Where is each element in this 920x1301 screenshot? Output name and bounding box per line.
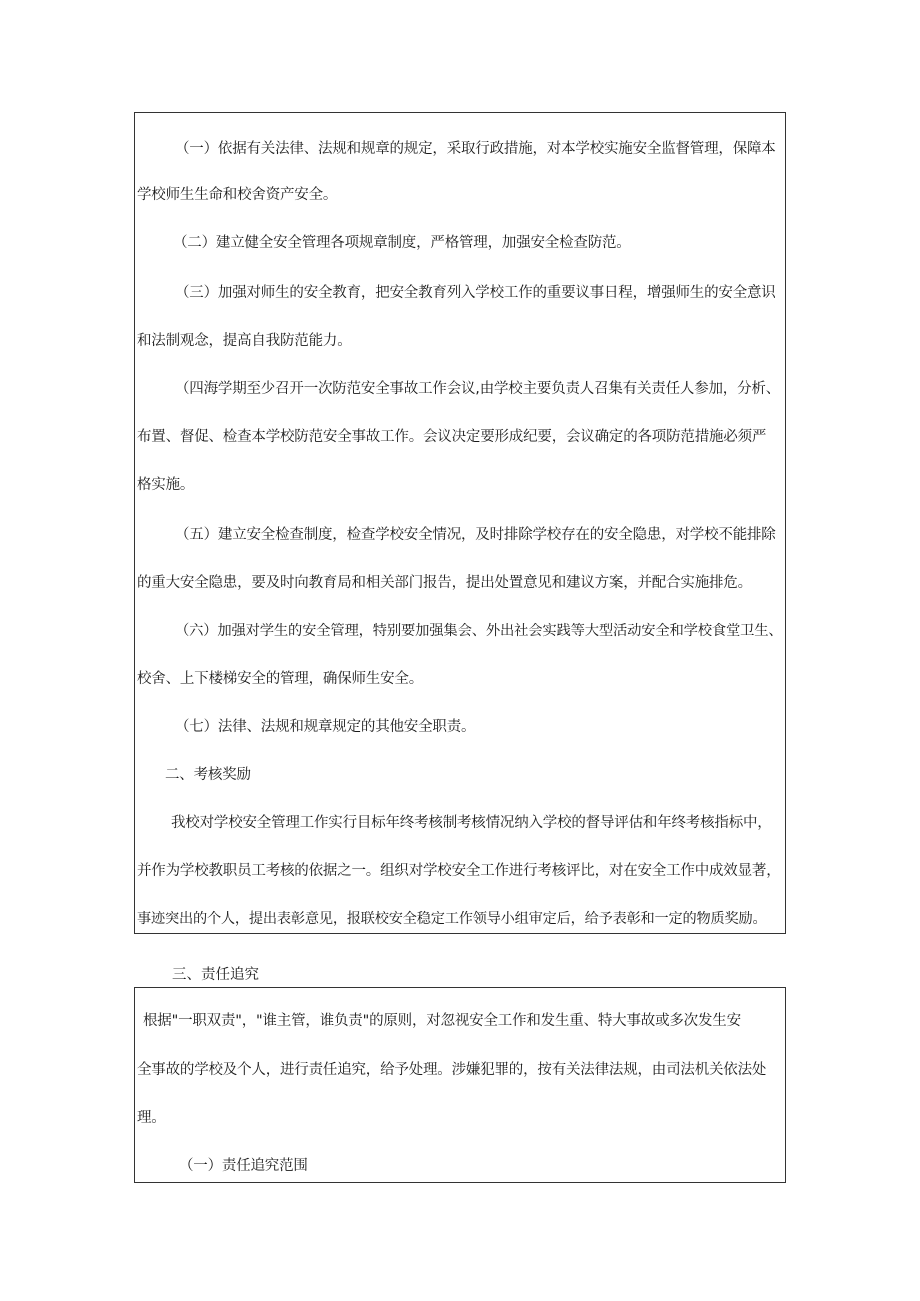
paragraph-line: 的重大安全隐患，要及时向教育局和相关部门报告，提出处置意见和建议方案，并配合实施排危。 — [137, 575, 752, 591]
paragraph-line: 事迹突出的个人，提出表彰意见，报联校安全稳定工作领导小组审定后，给予表彰和一定的物质奖励。 — [137, 911, 767, 927]
paragraph-line: （三）加强对师生的安全教育，把安全教育列入学校工作的重要议事日程，增强师生的安全意识 — [175, 285, 776, 301]
subsection-heading: （一）责任追究范围 — [179, 1158, 308, 1174]
paragraph-line: 和法制观念，提高自我防范能力。 — [137, 333, 352, 349]
content-box-accountability — [134, 987, 786, 1183]
content-box-duties — [134, 112, 786, 934]
paragraph-line: 理。 — [137, 1110, 166, 1126]
paragraph-line: 学校师生生命和校舍资产安全。 — [137, 187, 338, 203]
paragraph-line: 校舍、上下楼梯安全的管理，确保师生安全。 — [137, 671, 423, 687]
paragraph-line: 并作为学校教职员工考核的依据之一。组织对学校安全工作进行考核评比，对在安全工作中成效显著， — [137, 863, 781, 879]
paragraph-line: （六）加强对学生的安全管理，特别要加强集会、外出社会实践等大型活动安全和学校食堂卫生、 — [175, 623, 783, 639]
paragraph-line: （一）依据有关法律、法规和规章的规定，采取行政措施，对本学校实施安全监督管理，保障本 — [175, 141, 776, 157]
paragraph-line: 我校对学校安全管理工作实行目标年终考核制考核情况纳入学校的督导评估和年终考核指标中， — [171, 815, 772, 831]
paragraph-line: （四海学期至少召开一次防范安全事故工作会议,由学校主要负责人召集有关责任人参加，分析、 — [175, 381, 781, 397]
paragraph-line: （五）建立安全检查制度，检查学校安全情况，及时排除学校存在的安全隐患，对学校不能排除 — [175, 527, 776, 543]
paragraph-line: 格实施。 — [137, 477, 195, 493]
paragraph-line: （二）建立健全安全管理各项规章制度，严格管理，加强安全检查防范。 — [173, 235, 631, 251]
paragraph-line: 布置、督促、检查本学校防范安全事故工作。会议决定要形成纪要，会议确定的各项防范措施必须严 — [137, 429, 767, 445]
section-heading: 二、考核奖励 — [165, 767, 251, 783]
paragraph-line: 全事故的学校及个人，进行责任追究，给予处理。涉嫌犯罪的，按有关法律法规，由司法机关依法处 — [137, 1062, 767, 1078]
section-heading-3: 三、责任追究 — [172, 967, 259, 983]
paragraph-line: （七）法律、法规和规章规定的其他安全职责。 — [175, 719, 476, 735]
paragraph-line: 根据"一职双责"，"谁主管，谁负责"的原则，对忽视安全工作和发生重、特大事故或多次发生安 — [143, 1013, 741, 1029]
